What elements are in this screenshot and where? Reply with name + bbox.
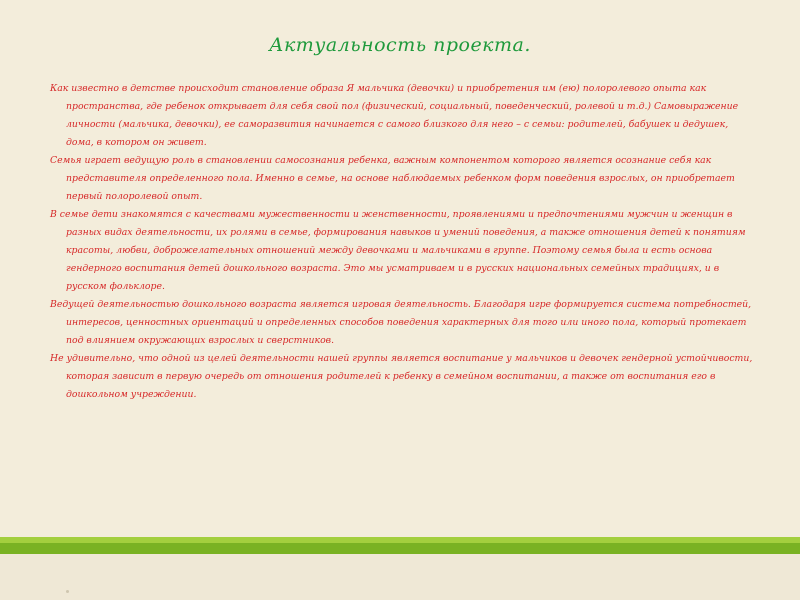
paragraph: Ведущей деятельностью дошкольного возраста является игровая деятельность. Благодаря игре формируется система потребностей, интересов, ценностных ориентаций и определенных способов поведения характерных для того или иного пола, который протекает под влиянием окружающих взрослых и сверстников. bbox=[50, 299, 752, 346]
slide-body bbox=[50, 80, 755, 404]
footer-stripe bbox=[0, 543, 800, 554]
paragraph: Семья играет ведущую роль в становлении самосознания ребенка, важным компонентом которого является осознание себя как представителя определенного пола. Именно в семье, на основе наблюдаемых ребенком форм поведения взрослых, он приобретает первый полоролевой опыт. bbox=[50, 155, 735, 202]
footer-area bbox=[0, 554, 800, 600]
paragraph: Как известно в детстве происходит становление образа Я мальчика (девочки) и приобретения им (ею) полоролевого опыта как пространства, где ребенок открывает для себя свой пол (физический, социальный, поведенческий, ролевой и т.д.) Самовыражение личности (мальчика, девочки), ее саморазвития начинается с самого близкого для него – с семьи: родителей, бабушек и дедушек, дома, в котором он живет. bbox=[50, 83, 739, 148]
paragraph: Не удивительно, что одной из целей деятельности нашей группы является воспитание у мальчиков и девочек гендерной устойчивости, которая зависит в первую очередь от отношения родителей к ребенку в семейном воспитании, а также от воспитания его в дошкольном учреждении. bbox=[50, 353, 753, 400]
footer-dot bbox=[66, 590, 69, 593]
paragraph: В семье дети знакомятся с качествами мужественности и женственности, проявлениями и предпочтениями мужчин и женщин в разных видах деятельности, их ролями в семье, формирования навыков и умений поведения, а также отношения детей к понятиям красоты, любви, доброжелательных отношений между девочками и мальчиками в группе. Поэтому семья была и есть основа гендерного воспитания детей дошкольного возраста. Это мы усматриваем и в русских национальных семейных традициях, и в русском фольклоре. bbox=[50, 209, 746, 292]
slide-title: Актуальность проекта. bbox=[269, 34, 531, 56]
